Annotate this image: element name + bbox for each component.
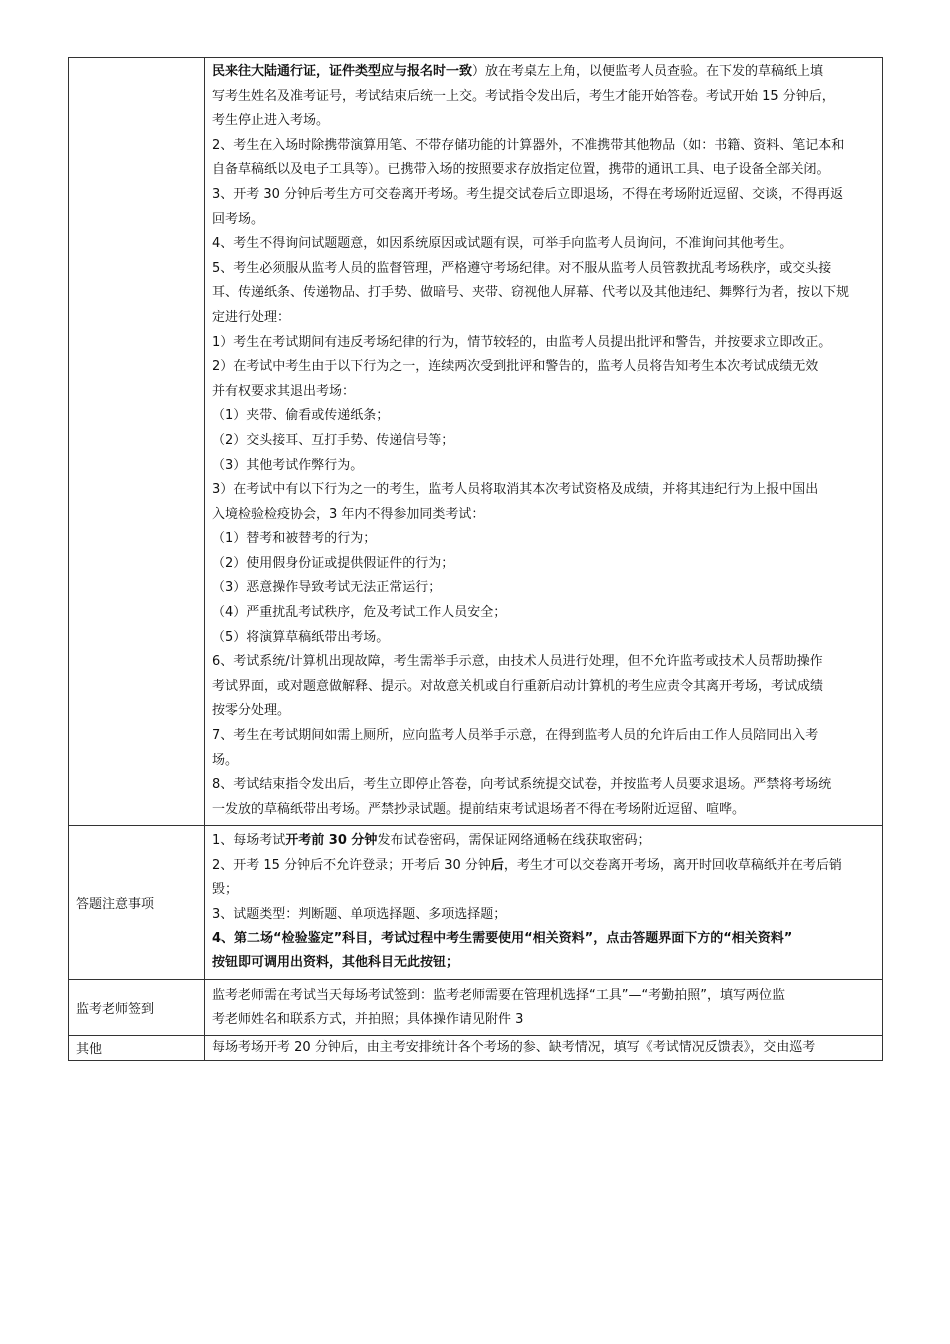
row-label: 其他 bbox=[69, 1035, 205, 1060]
text-line bbox=[212, 951, 876, 975]
plain-text: 毁； bbox=[212, 882, 239, 898]
plain-text: 自备草稿纸以及电子工具等）。已携带入场的按照要求存放指定位置，携带的通讯工具、电子设备全部关闭。 bbox=[212, 162, 830, 178]
table-row bbox=[69, 58, 883, 826]
text-line bbox=[212, 380, 876, 405]
plain-text: ）放在考桌左上角，以便监考人员查验。在下发的草稿纸上填 bbox=[472, 64, 824, 79]
text-line bbox=[212, 429, 876, 454]
text-line bbox=[212, 183, 876, 208]
text-line bbox=[212, 1008, 876, 1032]
text-line bbox=[212, 984, 876, 1008]
text-line bbox=[212, 650, 876, 675]
text-line bbox=[212, 724, 876, 749]
plain-text: 3）在考试中有以下行为之一的考生，监考人员将取消其本次考试资格及成绩，并将其违纪行为上报中国出 bbox=[212, 482, 819, 498]
bold-text: 开考前 30 分钟 bbox=[285, 833, 378, 849]
plain-text: 5、考生必须服从监考人员的监督管理，严格遵守考场纪律。对不服从监考人员管教扰乱考场秩序，或交头接 bbox=[212, 260, 832, 276]
plain-text: 入境检验检疫协会，3 年内不得参加同类考试： bbox=[212, 506, 485, 522]
plain-text: （5）将演算草稿纸带出考场。 bbox=[212, 629, 390, 645]
plain-text: 8、考试结束指令发出后，考生立即停止答卷，向考试系统提交试卷，并按监考人员要求退场。严禁将考场统 bbox=[212, 777, 832, 793]
plain-text: 写考生姓名及准考证号，考试结束后统一上交。考试指令发出后，考生才能开始答卷。考试开始 15 分钟后， bbox=[212, 88, 835, 104]
plain-text: 场。 bbox=[212, 752, 239, 768]
plain-text: 考老师姓名和联系方式，并拍照；具体操作请见附件 3 bbox=[212, 1011, 524, 1027]
text-line bbox=[212, 281, 876, 306]
text-line bbox=[212, 1036, 876, 1060]
text-line bbox=[212, 60, 876, 85]
row-label: 监考老师签到 bbox=[69, 979, 205, 1035]
plain-text: 4、考生不得询问试题题意，如因系统原因或试题有误，可举手向监考人员询问，不准询问其他考生。 bbox=[212, 236, 793, 252]
table-row bbox=[69, 826, 883, 979]
plain-text: （3）其他考试作弊行为。 bbox=[212, 457, 364, 473]
text-line bbox=[212, 306, 876, 331]
text-line bbox=[212, 232, 876, 257]
text-line bbox=[212, 503, 876, 528]
bold-text: 按钮即可调用出资料，其他科目无此按钮； bbox=[212, 955, 460, 971]
table-row bbox=[69, 979, 883, 1035]
plain-text: （4）严重扰乱考试秩序，危及考试工作人员安全； bbox=[212, 605, 507, 621]
text-line bbox=[212, 552, 876, 577]
bold-text: 4、第二场“检验鉴定”科目，考试过程中考生需要使用“相关资料”，点击答题界面下方的“相关资料” bbox=[212, 931, 793, 947]
text-line bbox=[212, 158, 876, 183]
plain-text: ，考生才可以交卷离开考场，离开时回收草稿纸并在考后销 bbox=[503, 857, 842, 873]
text-line bbox=[212, 331, 876, 356]
plain-text: （1）替考和被替考的行为； bbox=[212, 531, 377, 547]
plain-text: （2）交头接耳、互打手势、传递信号等； bbox=[212, 432, 455, 448]
row-content bbox=[205, 826, 883, 979]
plain-text: 按零分处理。 bbox=[212, 703, 291, 719]
plain-text: 2、开考 15 分钟后不允许登录；开考后 30 分钟 bbox=[212, 857, 491, 873]
text-line bbox=[212, 355, 876, 380]
text-line bbox=[212, 675, 876, 700]
row-content bbox=[205, 979, 883, 1035]
text-line bbox=[212, 626, 876, 651]
text-line bbox=[212, 208, 876, 233]
bold-text: 后 bbox=[490, 857, 504, 873]
plain-text: 3、开考 30 分钟后考生方可交卷离开考场。考生提交试卷后立即退场，不得在考场附近逗留、交谈，不得再返 bbox=[212, 186, 844, 202]
plain-text: 2）在考试中考生由于以下行为之一，连续两次受到批评和警告的，监考人员将告知考生本次考试成绩无效 bbox=[212, 359, 819, 375]
row-content bbox=[205, 1035, 883, 1060]
plain-text: （3）恶意操作导致考试无法正常运行； bbox=[212, 580, 442, 596]
table-row bbox=[69, 1035, 883, 1060]
text-line bbox=[212, 454, 876, 479]
text-line bbox=[212, 134, 876, 159]
plain-text: 2、考生在入场时除携带演算用笔、不带存储功能的计算器外，不准携带其他物品（如：书籍、资料、笔记本和 bbox=[212, 137, 845, 153]
row-label: 答题注意事项 bbox=[69, 826, 205, 979]
plain-text: 考生停止进入考场。 bbox=[212, 113, 330, 129]
text-line bbox=[212, 798, 876, 823]
plain-text: 发布试卷密码，需保证网络通畅在线获取密码； bbox=[377, 833, 651, 849]
plain-text: 回考场。 bbox=[212, 211, 265, 227]
text-line bbox=[212, 903, 876, 927]
text-line bbox=[212, 927, 876, 951]
plain-text: 并有权要求其退出考场： bbox=[212, 383, 356, 399]
text-line bbox=[212, 527, 876, 552]
plain-text: 考试界面，或对题意做解释、提示。对故意关机或自行重新启动计算机的考生应责令其离开考场，考试成绩 bbox=[212, 678, 824, 694]
text-line bbox=[212, 699, 876, 724]
plain-text: 每场考场开考 20 分钟后，由主考安排统计各个考场的参、缺考情况，填写《考试情况反馈表》，交由巡考 bbox=[212, 1039, 816, 1055]
plain-text: 3、试题类型：判断题、单项选择题、多项选择题； bbox=[212, 906, 507, 922]
bold-text: 民来往大陆通行证，证件类型应与报名时一致 bbox=[212, 64, 473, 79]
text-line bbox=[212, 85, 876, 110]
text-line bbox=[212, 257, 876, 282]
plain-text: （2）使用假身份证或提供假证件的行为； bbox=[212, 555, 455, 571]
text-line bbox=[212, 478, 876, 503]
plain-text: 一发放的草稿纸带出考场。严禁抄录试题。提前结束考试退场者不得在考场附近逗留、喧哗。 bbox=[212, 801, 746, 817]
text-line bbox=[212, 601, 876, 626]
plain-text: （1）夹带、偷看或传递纸条； bbox=[212, 408, 390, 424]
plain-text: 7、考生在考试期间如需上厕所，应向监考人员举手示意，在得到监考人员的允许后由工作人员陪同出入考 bbox=[212, 728, 819, 744]
text-line bbox=[212, 404, 876, 429]
plain-text: 监考老师需在考试当天每场考试签到：监考老师需要在管理机选择“工具”—“考勤拍照”，填写两位监 bbox=[212, 987, 785, 1003]
text-line bbox=[212, 878, 876, 902]
plain-text: 1）考生在考试期间有违反考场纪律的行为，情节较轻的，由监考人员提出批评和警告，并按要求立即改正。 bbox=[212, 334, 832, 350]
text-line bbox=[212, 576, 876, 601]
plain-text: 定进行处理： bbox=[212, 309, 291, 325]
text-line bbox=[212, 109, 876, 134]
text-line bbox=[212, 829, 876, 853]
row-content bbox=[205, 58, 883, 826]
plain-text: 1、每场考试 bbox=[212, 833, 286, 849]
exam-rules-table bbox=[68, 57, 883, 1061]
text-line bbox=[212, 749, 876, 774]
row-label bbox=[69, 58, 205, 826]
text-line bbox=[212, 773, 876, 798]
plain-text: 6、考试系统/计算机出现故障，考生需举手示意，由技术人员进行处理，但不允许监考或技术人员帮助操作 bbox=[212, 654, 823, 670]
text-line bbox=[212, 854, 876, 878]
plain-text: 耳、传递纸条、传递物品、打手势、做暗号、夹带、窃视他人屏幕、代考以及其他违纪、舞弊行为者，按以下规 bbox=[212, 285, 850, 301]
